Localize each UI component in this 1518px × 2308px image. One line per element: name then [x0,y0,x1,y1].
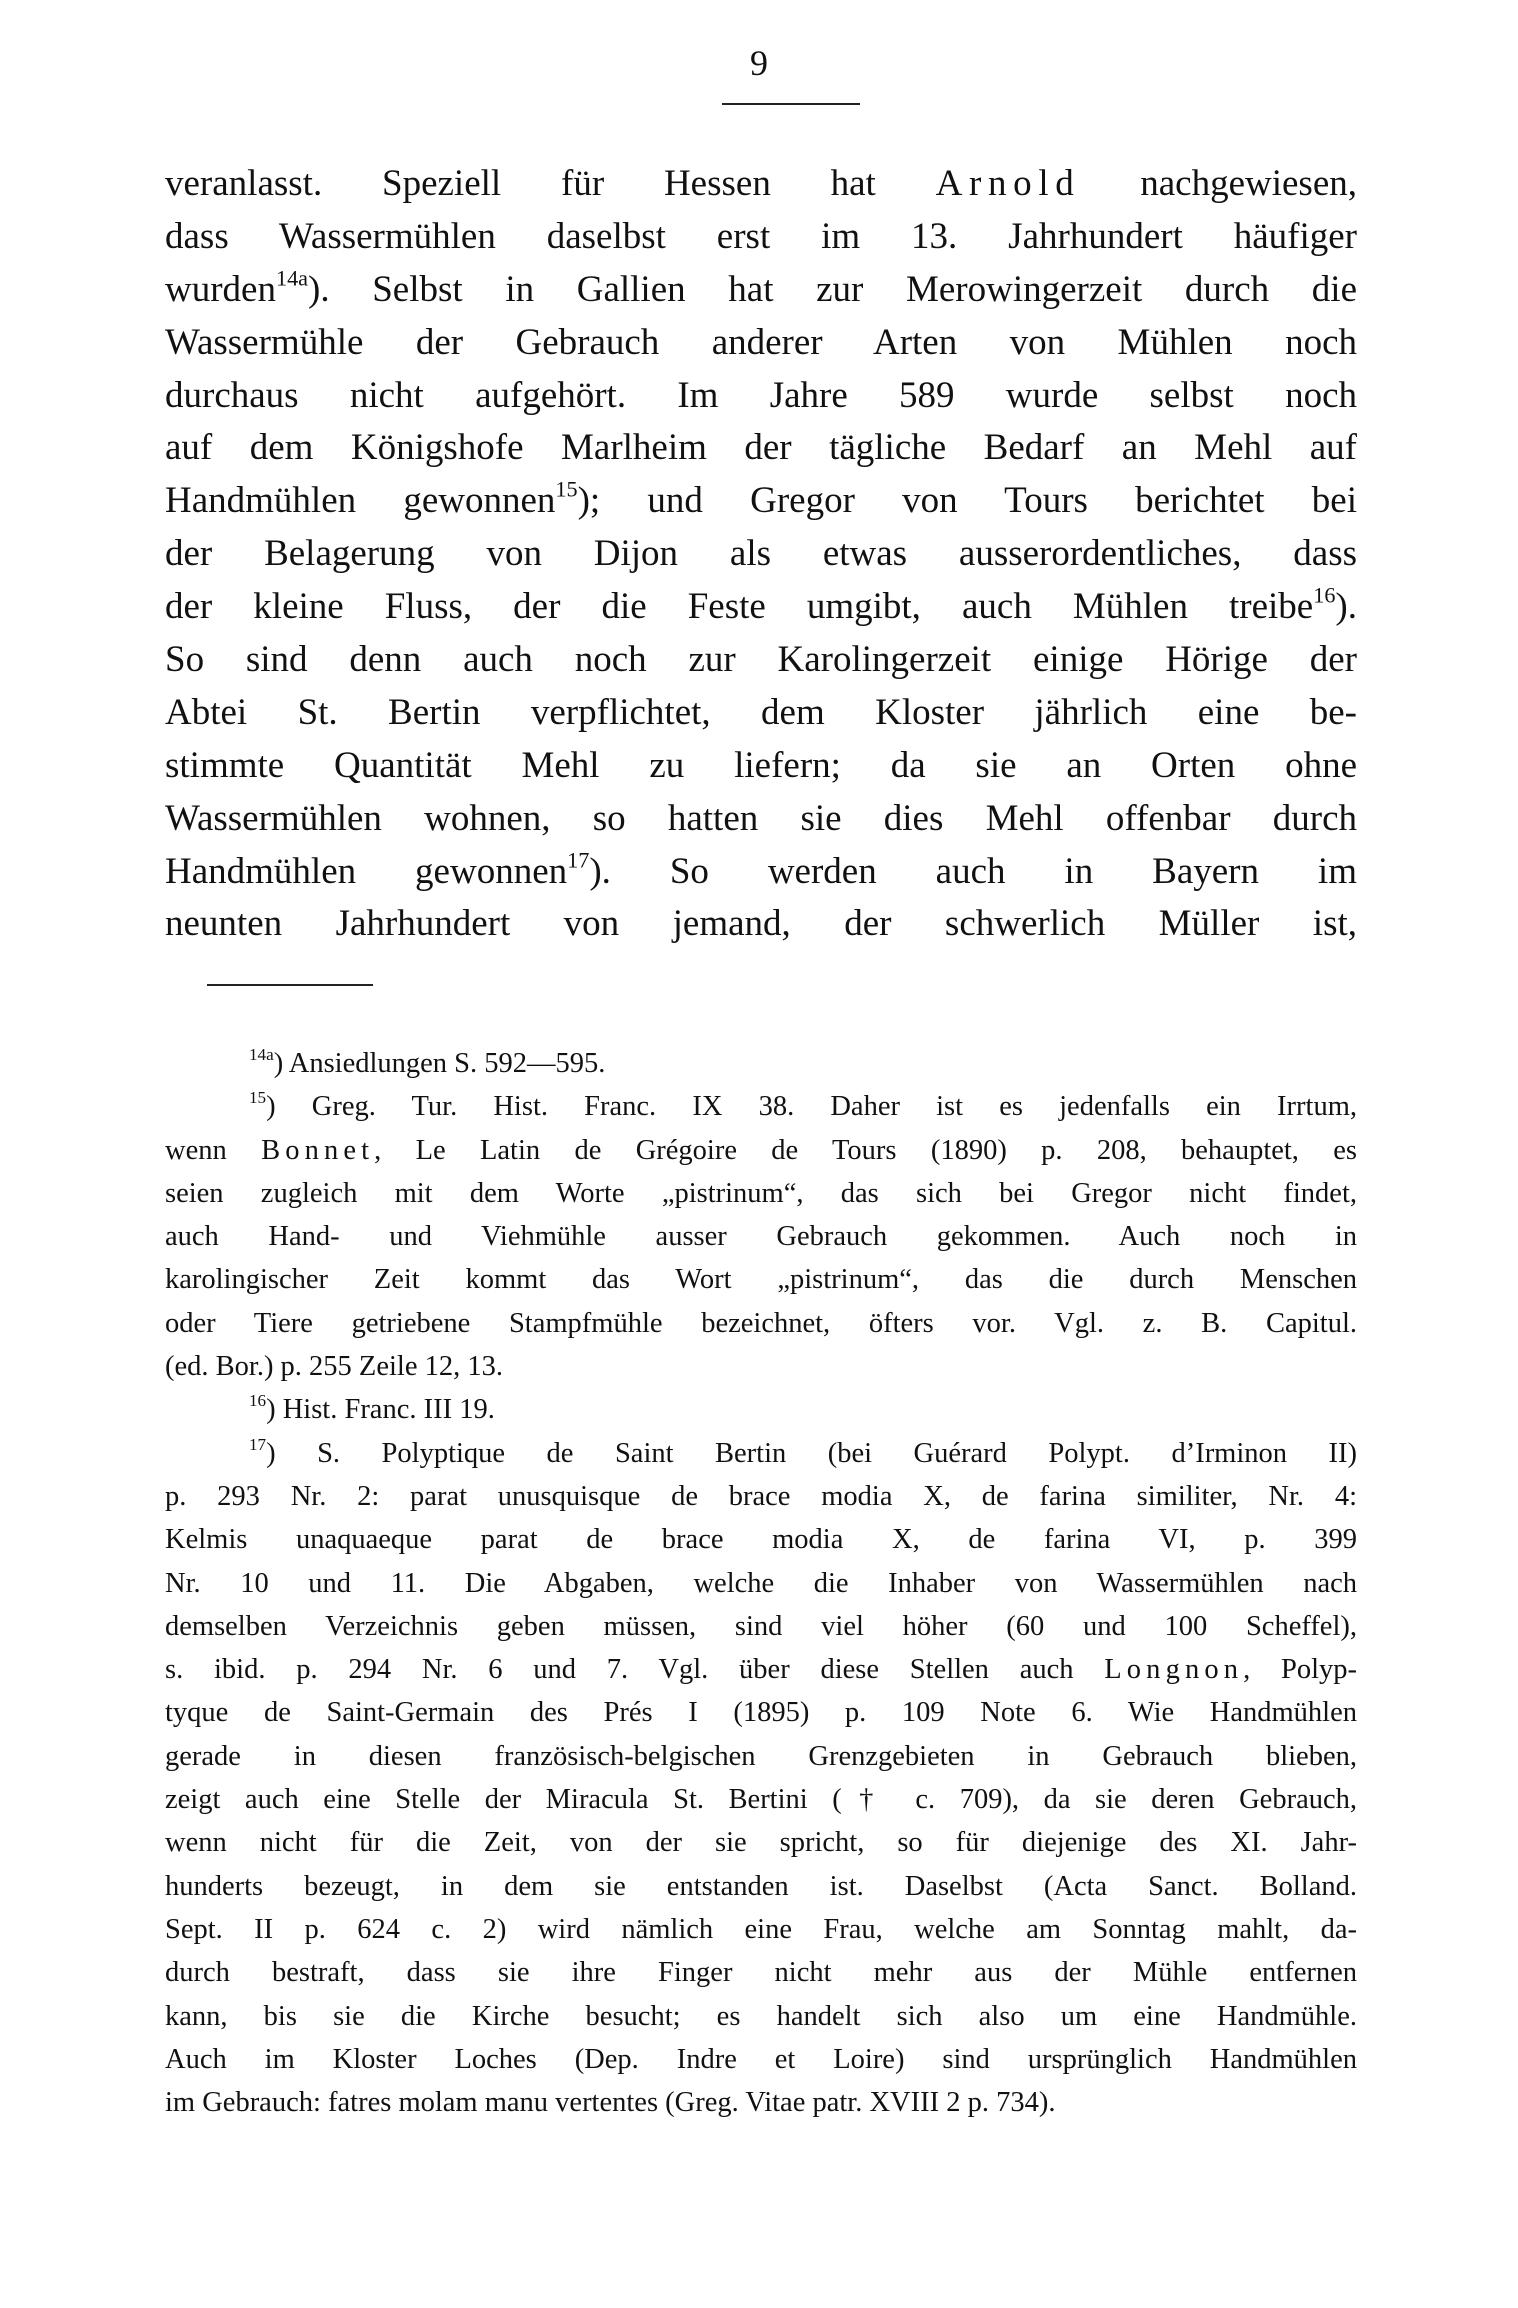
footnotes [165,1042,1357,2124]
text-run: ); und Gregor von Tours berichtet bei [577,480,1357,522]
text-run: Nr. 10 und 11. Die Abgaben, welche die Inhaber von Wassermühlen nach [165,1567,1357,1599]
text-run: der kleine Fluss, der die Feste umgibt, auch Mühlen treibe [165,586,1314,628]
footnote-line [165,1518,1357,1561]
footnote-ref: 17 [567,847,590,873]
main-text [165,158,1357,951]
text-run: ) Greg. Tur. Hist. Franc. IX 38. Daher ist es jedenfalls ein Irrtum, [266,1091,1357,1123]
text-run: tyque de Saint-Germain des Prés I (1895) p. 109 Note 6. Wie Handmühlen [165,1697,1357,1729]
footnote-line [165,1215,1357,1258]
text-line [165,634,1357,687]
text-run: ). So werden auch in Bayern im [589,850,1357,892]
footnote-line [165,1995,1357,2038]
text-line [165,211,1357,264]
text-line [165,740,1357,793]
text-run: gerade in diesen französisch-belgischen Grenzgebieten in Gebrauch blieben, [165,1740,1357,1772]
footnote-line [165,1821,1357,1864]
footnote-line [165,1648,1357,1691]
text-run: , Polyp- [1243,1654,1357,1686]
spaced-name: Longnon [1104,1654,1244,1686]
footnote-line [165,1085,1357,1128]
footnote-ref: 14a [249,1045,274,1065]
text-line [165,475,1357,528]
text-run: durchaus nicht aufgehört. Im Jahre 589 wurde selbst noch [165,374,1357,416]
footnote-line [165,1258,1357,1301]
footnote-line [165,1865,1357,1908]
text-run: Handmühlen gewonnen [165,480,556,522]
text-run: der Belagerung von Dijon als etwas ausserordentliches, dass [165,533,1357,575]
text-run: nachgewiesen, [1080,163,1357,204]
text-run: Auch im Kloster Loches (Dep. Indre et Loire) sind ursprünglich Handmühlen [165,2043,1357,2075]
text-run: ). Selbst in Gallien hat zur Merowingerzeit durch die [308,268,1357,310]
text-run: stimmte Quantität Mehl zu liefern; da sie an Orten ohne [165,744,1357,786]
text-line [165,317,1357,370]
text-run: auch Hand- und Viehmühle ausser Gebrauch gekommen. Auch noch in [165,1221,1357,1253]
text-line [165,846,1357,899]
footnote-ref: 15 [555,476,578,502]
footnote-line [165,1691,1357,1734]
text-run: wurden [165,268,276,310]
text-run: neunten Jahrhundert von jemand, der schwerlich Müller ist, [165,903,1357,945]
text-run: auf dem Königshofe Marlheim der tägliche Bedarf an Mehl auf [165,427,1357,469]
footnote-line [165,1735,1357,1778]
text-line [165,422,1357,475]
text-run: hunderts bezeugt, in dem sie entstanden ist. Daselbst (Acta Sanct. Bolland. [165,1870,1357,1902]
text-line [165,264,1357,317]
text-run: demselben Verzeichnis geben müssen, sind viel höher (60 und 100 Scheffel), [165,1610,1357,1642]
text-line [165,581,1357,634]
text-run: Sept. II p. 624 c. 2) wird nämlich eine Frau, welche am Sonntag mahlt, da- [165,1913,1357,1945]
text-run: p. 293 Nr. 2: parat unusquisque de brace modia X, de farina similiter, Nr. 4: [165,1480,1357,1512]
footnote-divider [207,984,373,986]
footnote-line [165,1951,1357,1994]
page-number: 9 [750,43,768,83]
footnote-line [165,1778,1357,1821]
footnote-line [165,2038,1357,2081]
text-line [165,528,1357,581]
text-line [165,898,1357,951]
text-run: wenn nicht für die Zeit, von der sie spricht, so für diejenige des XI. Jahr- [165,1827,1357,1859]
footnote-line [165,1562,1357,1605]
footnote-ref: 17 [249,1434,267,1454]
text-run: , Le Latin de Grégoire de Tours (1890) p. 208, behauptet, es [374,1134,1358,1166]
text-line [165,370,1357,423]
footnote-line [165,1432,1357,1475]
text-run: seien zugleich mit dem Worte „pistrinum“, das sich bei Gregor nicht findet, [165,1177,1357,1209]
footnote-line [165,1475,1357,1518]
text-line [165,687,1357,740]
text-run: ) Hist. Franc. III 19. [266,1394,495,1426]
footnote-line [165,1302,1357,1345]
text-run: ). [1335,586,1357,628]
text-run: kann, bis sie die Kirche besucht; es handelt sich also um eine Handmühle. [165,2000,1357,2032]
text-run: dass Wassermühlen daselbst erst im 13. Jahrhundert häufiger [165,215,1357,257]
footnote-line [165,1908,1357,1951]
text-run: karolingischer Zeit kommt das Wort „pistrinum“, das die durch Menschen [165,1264,1357,1296]
page-number-rule [722,103,860,105]
footnote-ref: 15 [249,1088,267,1108]
text-run: veranlasst. Speziell für Hessen hat [165,163,936,204]
text-line [165,793,1357,846]
text-run: ) S. Polyptique de Saint Bertin (bei Guérard Polypt. d’Irminon II) [266,1437,1357,1469]
text-run: Kelmis unaquaeque parat de brace modia X, de farina VI, p. 399 [165,1524,1357,1556]
footnote-line [165,1172,1357,1215]
footnote-ref: 16 [1313,582,1336,608]
footnote-line [165,1345,1357,1388]
text-line [165,158,1357,211]
text-run: Wassermühle der Gebrauch anderer Arten von Mühlen noch [165,321,1357,363]
spaced-name: Bonnet [261,1134,375,1166]
text-run: oder Tiere getriebene Stampfmühle bezeichnet, öfters vor. Vgl. z. B. Capitul. [165,1307,1357,1339]
text-run: Wassermühlen wohnen, so hatten sie dies Mehl offenbar durch [165,797,1357,839]
footnote-ref: 14a [275,265,309,291]
text-run: wenn [165,1134,262,1166]
text-run: Handmühlen gewonnen [165,850,568,892]
footnote-line [165,1388,1357,1431]
footnote-line [165,2081,1357,2124]
footnote-ref: 16 [249,1391,267,1411]
footnote-line [165,1042,1357,1085]
text-run: durch bestraft, dass sie ihre Finger nicht mehr aus der Mühle entfernen [165,1957,1357,1989]
footnote-line [165,1129,1357,1172]
footnote-line [165,1605,1357,1648]
spaced-name: Arnold [935,163,1081,204]
text-run: (ed. Bor.) p. 255 Zeile 12, 13. [165,1351,503,1383]
text-run: im Gebrauch: fatres molam manu vertentes (Greg. Vitae patr. XVIII 2 p. 734). [165,2087,1056,2119]
text-run: Abtei St. Bertin verpflichtet, dem Kloster jährlich eine be- [165,691,1357,733]
text-run: zeigt auch eine Stelle der Miracula St. Bertini († c. 709), da sie deren Gebrauch, [165,1784,1357,1816]
text-run: s. ibid. p. 294 Nr. 6 und 7. Vgl. über diese Stellen auch [165,1654,1105,1686]
text-run: ) Ansiedlungen S. 592—595. [273,1048,606,1079]
text-run: So sind denn auch noch zur Karolingerzeit einige Hörige der [165,639,1357,681]
